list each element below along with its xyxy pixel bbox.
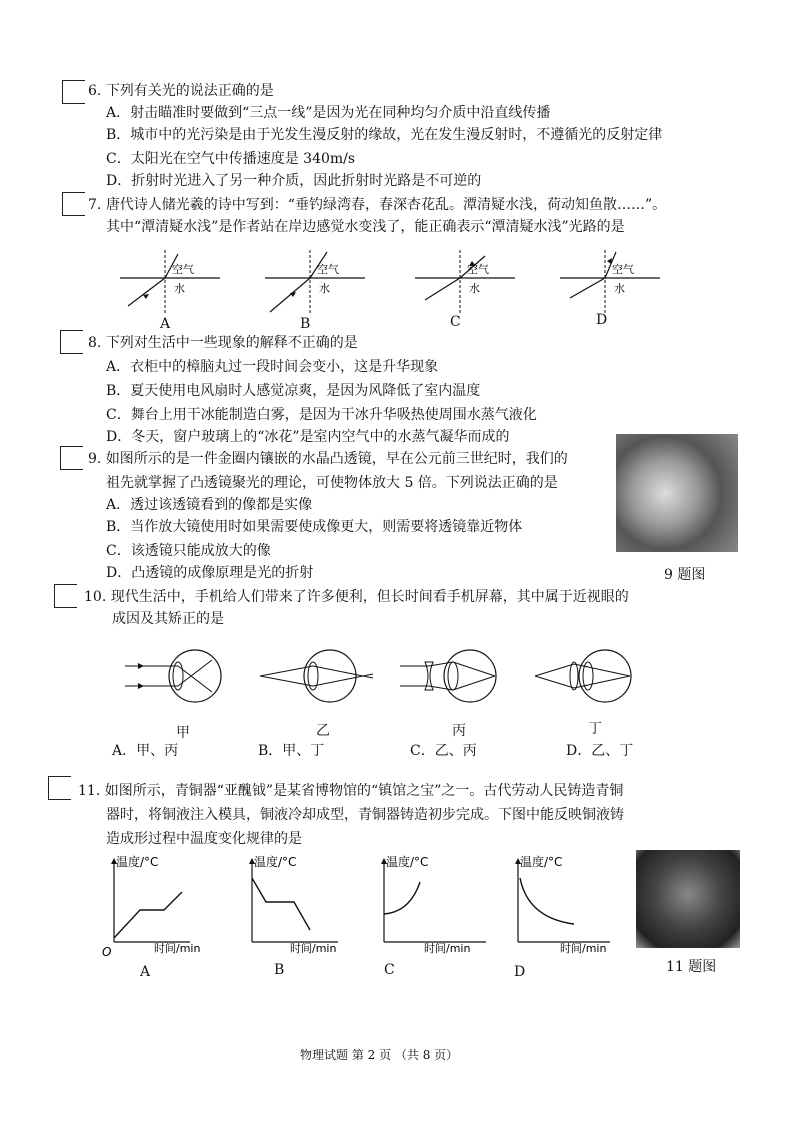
option-8c: C．舞台上用干冰能制造白雾，是因为干冰升华吸热使周围水蒸气液化 — [106, 407, 537, 423]
option-10b: B．甲、丁 — [258, 743, 325, 759]
refraction-diagrams — [110, 248, 670, 330]
option-10c: C．乙、丙 — [410, 743, 477, 759]
question-text: 现代生活中，手机给人们带来了许多便利，但长时间看手机屏幕，其中属于近视眼的 — [110, 589, 629, 605]
option-6d: D．折射时光进入了另一种介质，因此折射时光路是不可逆的 — [106, 173, 482, 189]
question-number: 9. — [88, 451, 102, 467]
option-9b: B．当作放大镜使用时如果需要使成像更大，则需要将透镜靠近物体 — [106, 519, 523, 535]
question-11-stem3: 造成形过程中温度变化规律的是 — [106, 831, 302, 847]
figure-9-caption: 9 题图 — [664, 567, 706, 583]
option-10a: A．甲、丙 — [112, 743, 179, 759]
option-9c: C．该透镜只能成放大的像 — [106, 543, 271, 559]
question-10-stem1 — [84, 588, 629, 606]
y-axis-label: 温度/°C — [254, 855, 297, 869]
choice-7a: A — [160, 316, 171, 332]
question-6-stem — [88, 82, 274, 100]
option-6b: B．城市中的光污染是由于光发生漫反射的缘故，光在发生漫反射时，不遵循光的反射定律 — [106, 127, 663, 143]
answer-box-8[interactable] — [60, 330, 83, 354]
question-8-stem — [88, 334, 358, 352]
figure-label-jia: 甲 — [176, 725, 190, 741]
option-8b: B．夏天使用电风扇时人感觉凉爽，是因为风降低了室内温度 — [106, 383, 481, 399]
question-number: 6. — [88, 83, 102, 99]
page-footer: 物理试题 第 2 页 （共 8 页） — [300, 1048, 459, 1062]
answer-box-11[interactable] — [48, 776, 71, 800]
diagram-d — [560, 250, 660, 314]
figure-11-caption: 11 题图 — [666, 959, 717, 975]
question-number: 10. — [84, 589, 107, 605]
diagram-c — [415, 250, 515, 314]
question-text: 下列有关光的说法正确的是 — [105, 83, 274, 99]
answer-box-9[interactable] — [60, 446, 83, 470]
choice-11c: C — [384, 962, 395, 978]
y-axis-label: 温度/°C — [520, 855, 563, 869]
figure-label-ding: 丁 — [588, 721, 602, 737]
air-label: 空气 — [612, 263, 634, 276]
crystal-lens-photo — [616, 434, 738, 552]
question-number: 8. — [88, 335, 102, 351]
x-axis-label: 时间/min — [154, 942, 201, 955]
choice-11b: B — [274, 962, 285, 978]
question-7-stem1 — [88, 196, 666, 214]
y-axis-label: 温度/°C — [386, 855, 429, 869]
question-10-stem2: 成因及其矫正的是 — [112, 611, 224, 627]
temperature-graphs — [100, 852, 620, 962]
figure-label-yi: 乙 — [316, 723, 330, 739]
choice-7d: D — [596, 312, 608, 328]
diagram-b — [265, 250, 365, 314]
question-text: 下列对生活中一些现象的解释不正确的是 — [105, 335, 358, 351]
graph-c — [381, 854, 486, 955]
question-11-stem1 — [78, 782, 623, 800]
water-label: 水 — [614, 282, 625, 295]
question-text: 如图所示的是一件金圈内镶嵌的水晶凸透镜，早在公元前三世纪时，我们的 — [105, 451, 568, 467]
question-11-stem2: 器时，将铜液注入模具，铜液冷却成型，青铜器铸造初步完成。下图中能反映铜液铸 — [106, 807, 624, 823]
graph-d — [515, 854, 610, 955]
question-7-stem2: 其中“潭清疑水浅”是作者站在岸边感觉水变浅了，能正确表示“潭清疑水浅”光路的是 — [106, 219, 625, 235]
choice-7b: B — [300, 316, 311, 332]
answer-box-10[interactable] — [54, 584, 77, 608]
question-9-stem1 — [88, 450, 568, 468]
air-label: 空气 — [467, 263, 489, 276]
water-label: 水 — [174, 282, 185, 295]
eye-diagrams — [120, 644, 680, 714]
x-axis-label: 时间/min — [424, 942, 471, 955]
question-9-stem2: 祖先就掌握了凸透镜聚光的理论，可使物体放大 5 倍。下列说法正确的是 — [106, 475, 558, 491]
air-label: 空气 — [172, 263, 194, 276]
question-text: 如图所示，青铜器“亚醜钺”是某省博物馆的“镇馆之宝”之一。古代劳动人民铸造青铜 — [104, 783, 624, 799]
option-6c: C．太阳光在空气中传播速度是 340m/s — [106, 151, 356, 167]
x-axis-label: 时间/min — [290, 942, 337, 955]
air-label: 空气 — [317, 263, 339, 276]
origin-label: O — [102, 945, 112, 959]
water-label: 水 — [469, 282, 480, 295]
option-9a: A．透过该透镜看到的像都是实像 — [106, 497, 313, 513]
bronze-axe-photo — [636, 850, 740, 948]
question-number: 7. — [88, 197, 102, 213]
choice-7c: C — [450, 314, 461, 330]
eye-diagram-jia — [125, 650, 221, 702]
answer-box-6[interactable] — [62, 80, 85, 104]
answer-box-7[interactable] — [62, 192, 85, 216]
y-axis-label: 温度/°C — [116, 855, 159, 869]
water-label: 水 — [319, 282, 330, 295]
eye-diagram-yi — [260, 650, 373, 702]
graph-b — [249, 854, 338, 955]
option-8a: A．衣柜中的樟脑丸过一段时间会变小，这是升华现象 — [106, 359, 439, 375]
option-10d: D．乙、丁 — [566, 743, 634, 759]
x-axis-label: 时间/min — [560, 942, 607, 955]
figure-label-bing: 丙 — [452, 723, 466, 739]
choice-11d: D — [514, 964, 526, 980]
question-text: 唐代诗人储光羲的诗中写到：“垂钓绿湾春，春深杏花乱。潭清疑水浅，荷动知鱼散……”。 — [105, 197, 667, 213]
option-9d: D．凸透镜的成像原理是光的折射 — [106, 565, 314, 581]
option-8d: D．冬天，窗户玻璃上的“冰花”是室内空气中的水蒸气凝华而成的 — [106, 429, 510, 445]
eye-diagram-bing — [400, 650, 496, 702]
diagram-a — [120, 250, 220, 314]
choice-11a: A — [140, 964, 151, 980]
question-number: 11. — [78, 783, 101, 799]
eye-diagram-ding — [535, 650, 631, 702]
graph-a — [102, 854, 200, 959]
option-6a: A．射击瞄准时要做到“三点一线”是因为光在同种均匀介质中沿直线传播 — [106, 105, 551, 121]
